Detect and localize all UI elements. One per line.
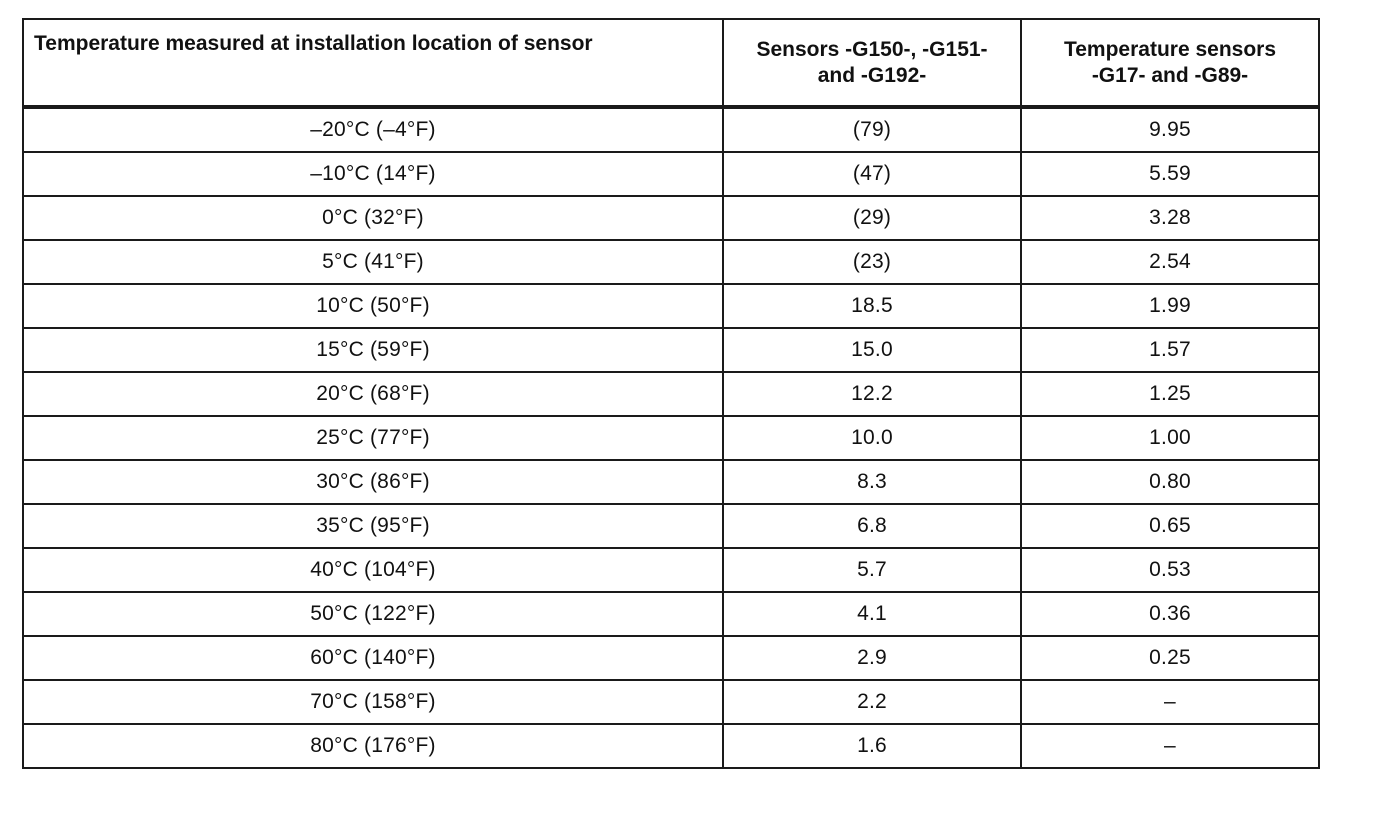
header-sensors-line2: and -G192- bbox=[817, 63, 927, 87]
cell-temperature: 35°C (95°F) bbox=[23, 504, 723, 548]
header-sensors-line1: Sensors -G150-, -G151- bbox=[756, 37, 988, 61]
table-row bbox=[23, 240, 1319, 284]
cell-temperature: 80°C (176°F) bbox=[23, 724, 723, 768]
cell-temp-sensors: – bbox=[1021, 724, 1319, 768]
cell-sensors: 18.5 bbox=[723, 284, 1021, 328]
cell-temperature: 50°C (122°F) bbox=[23, 592, 723, 636]
header-temperature-label: Temperature measured at installation location of sensor bbox=[34, 32, 593, 55]
table-row bbox=[23, 328, 1319, 372]
cell-temp-sensors: 0.80 bbox=[1021, 460, 1319, 504]
cell-sensors: (47) bbox=[723, 152, 1021, 196]
cell-temperature: 0°C (32°F) bbox=[23, 196, 723, 240]
cell-sensors: 10.0 bbox=[723, 416, 1021, 460]
header-temp-sensors-line1: Temperature sensors bbox=[1063, 37, 1277, 61]
table-row bbox=[23, 680, 1319, 724]
cell-temperature: 5°C (41°F) bbox=[23, 240, 723, 284]
resistance-table-container bbox=[22, 18, 1318, 769]
table-row bbox=[23, 724, 1319, 768]
cell-sensors: 1.6 bbox=[723, 724, 1021, 768]
cell-temperature: 10°C (50°F) bbox=[23, 284, 723, 328]
table-body bbox=[23, 107, 1319, 768]
cell-sensors: 2.2 bbox=[723, 680, 1021, 724]
cell-temp-sensors: 1.25 bbox=[1021, 372, 1319, 416]
cell-temperature: 20°C (68°F) bbox=[23, 372, 723, 416]
cell-temp-sensors: 0.36 bbox=[1021, 592, 1319, 636]
cell-sensors: 2.9 bbox=[723, 636, 1021, 680]
cell-temp-sensors: 3.28 bbox=[1021, 196, 1319, 240]
table-row bbox=[23, 372, 1319, 416]
cell-temperature: –10°C (14°F) bbox=[23, 152, 723, 196]
cell-temperature: 70°C (158°F) bbox=[23, 680, 723, 724]
cell-temp-sensors: 0.65 bbox=[1021, 504, 1319, 548]
cell-temperature: 30°C (86°F) bbox=[23, 460, 723, 504]
cell-temp-sensors: 9.95 bbox=[1021, 107, 1319, 152]
cell-sensors: (23) bbox=[723, 240, 1021, 284]
table-row bbox=[23, 548, 1319, 592]
table-row bbox=[23, 152, 1319, 196]
header-sensors bbox=[723, 19, 1021, 107]
table-row bbox=[23, 460, 1319, 504]
cell-sensors: 4.1 bbox=[723, 592, 1021, 636]
cell-temp-sensors: 1.99 bbox=[1021, 284, 1319, 328]
cell-temperature: 60°C (140°F) bbox=[23, 636, 723, 680]
table-row bbox=[23, 504, 1319, 548]
header-temp-sensors bbox=[1021, 19, 1319, 107]
cell-temperature: 40°C (104°F) bbox=[23, 548, 723, 592]
cell-temperature: 25°C (77°F) bbox=[23, 416, 723, 460]
cell-sensors: (79) bbox=[723, 107, 1021, 152]
cell-temp-sensors: 2.54 bbox=[1021, 240, 1319, 284]
cell-sensors: 12.2 bbox=[723, 372, 1021, 416]
cell-sensors: 15.0 bbox=[723, 328, 1021, 372]
cell-temp-sensors: 1.00 bbox=[1021, 416, 1319, 460]
resistance-table bbox=[22, 18, 1320, 769]
cell-sensors: 6.8 bbox=[723, 504, 1021, 548]
table-row bbox=[23, 636, 1319, 680]
table-header bbox=[23, 19, 1319, 107]
cell-sensors: (29) bbox=[723, 196, 1021, 240]
cell-temperature: 15°C (59°F) bbox=[23, 328, 723, 372]
header-temperature bbox=[23, 19, 723, 107]
cell-temp-sensors: 0.25 bbox=[1021, 636, 1319, 680]
table-row bbox=[23, 107, 1319, 152]
header-row bbox=[23, 19, 1319, 107]
cell-sensors: 8.3 bbox=[723, 460, 1021, 504]
cell-temperature: –20°C (–4°F) bbox=[23, 107, 723, 152]
header-temp-sensors-line2: -G17- and -G89- bbox=[1091, 63, 1249, 87]
cell-temp-sensors: 0.53 bbox=[1021, 548, 1319, 592]
cell-temp-sensors: 5.59 bbox=[1021, 152, 1319, 196]
table-row bbox=[23, 284, 1319, 328]
table-row bbox=[23, 416, 1319, 460]
cell-sensors: 5.7 bbox=[723, 548, 1021, 592]
table-row bbox=[23, 196, 1319, 240]
cell-temp-sensors: 1.57 bbox=[1021, 328, 1319, 372]
cell-temp-sensors: – bbox=[1021, 680, 1319, 724]
table-row bbox=[23, 592, 1319, 636]
